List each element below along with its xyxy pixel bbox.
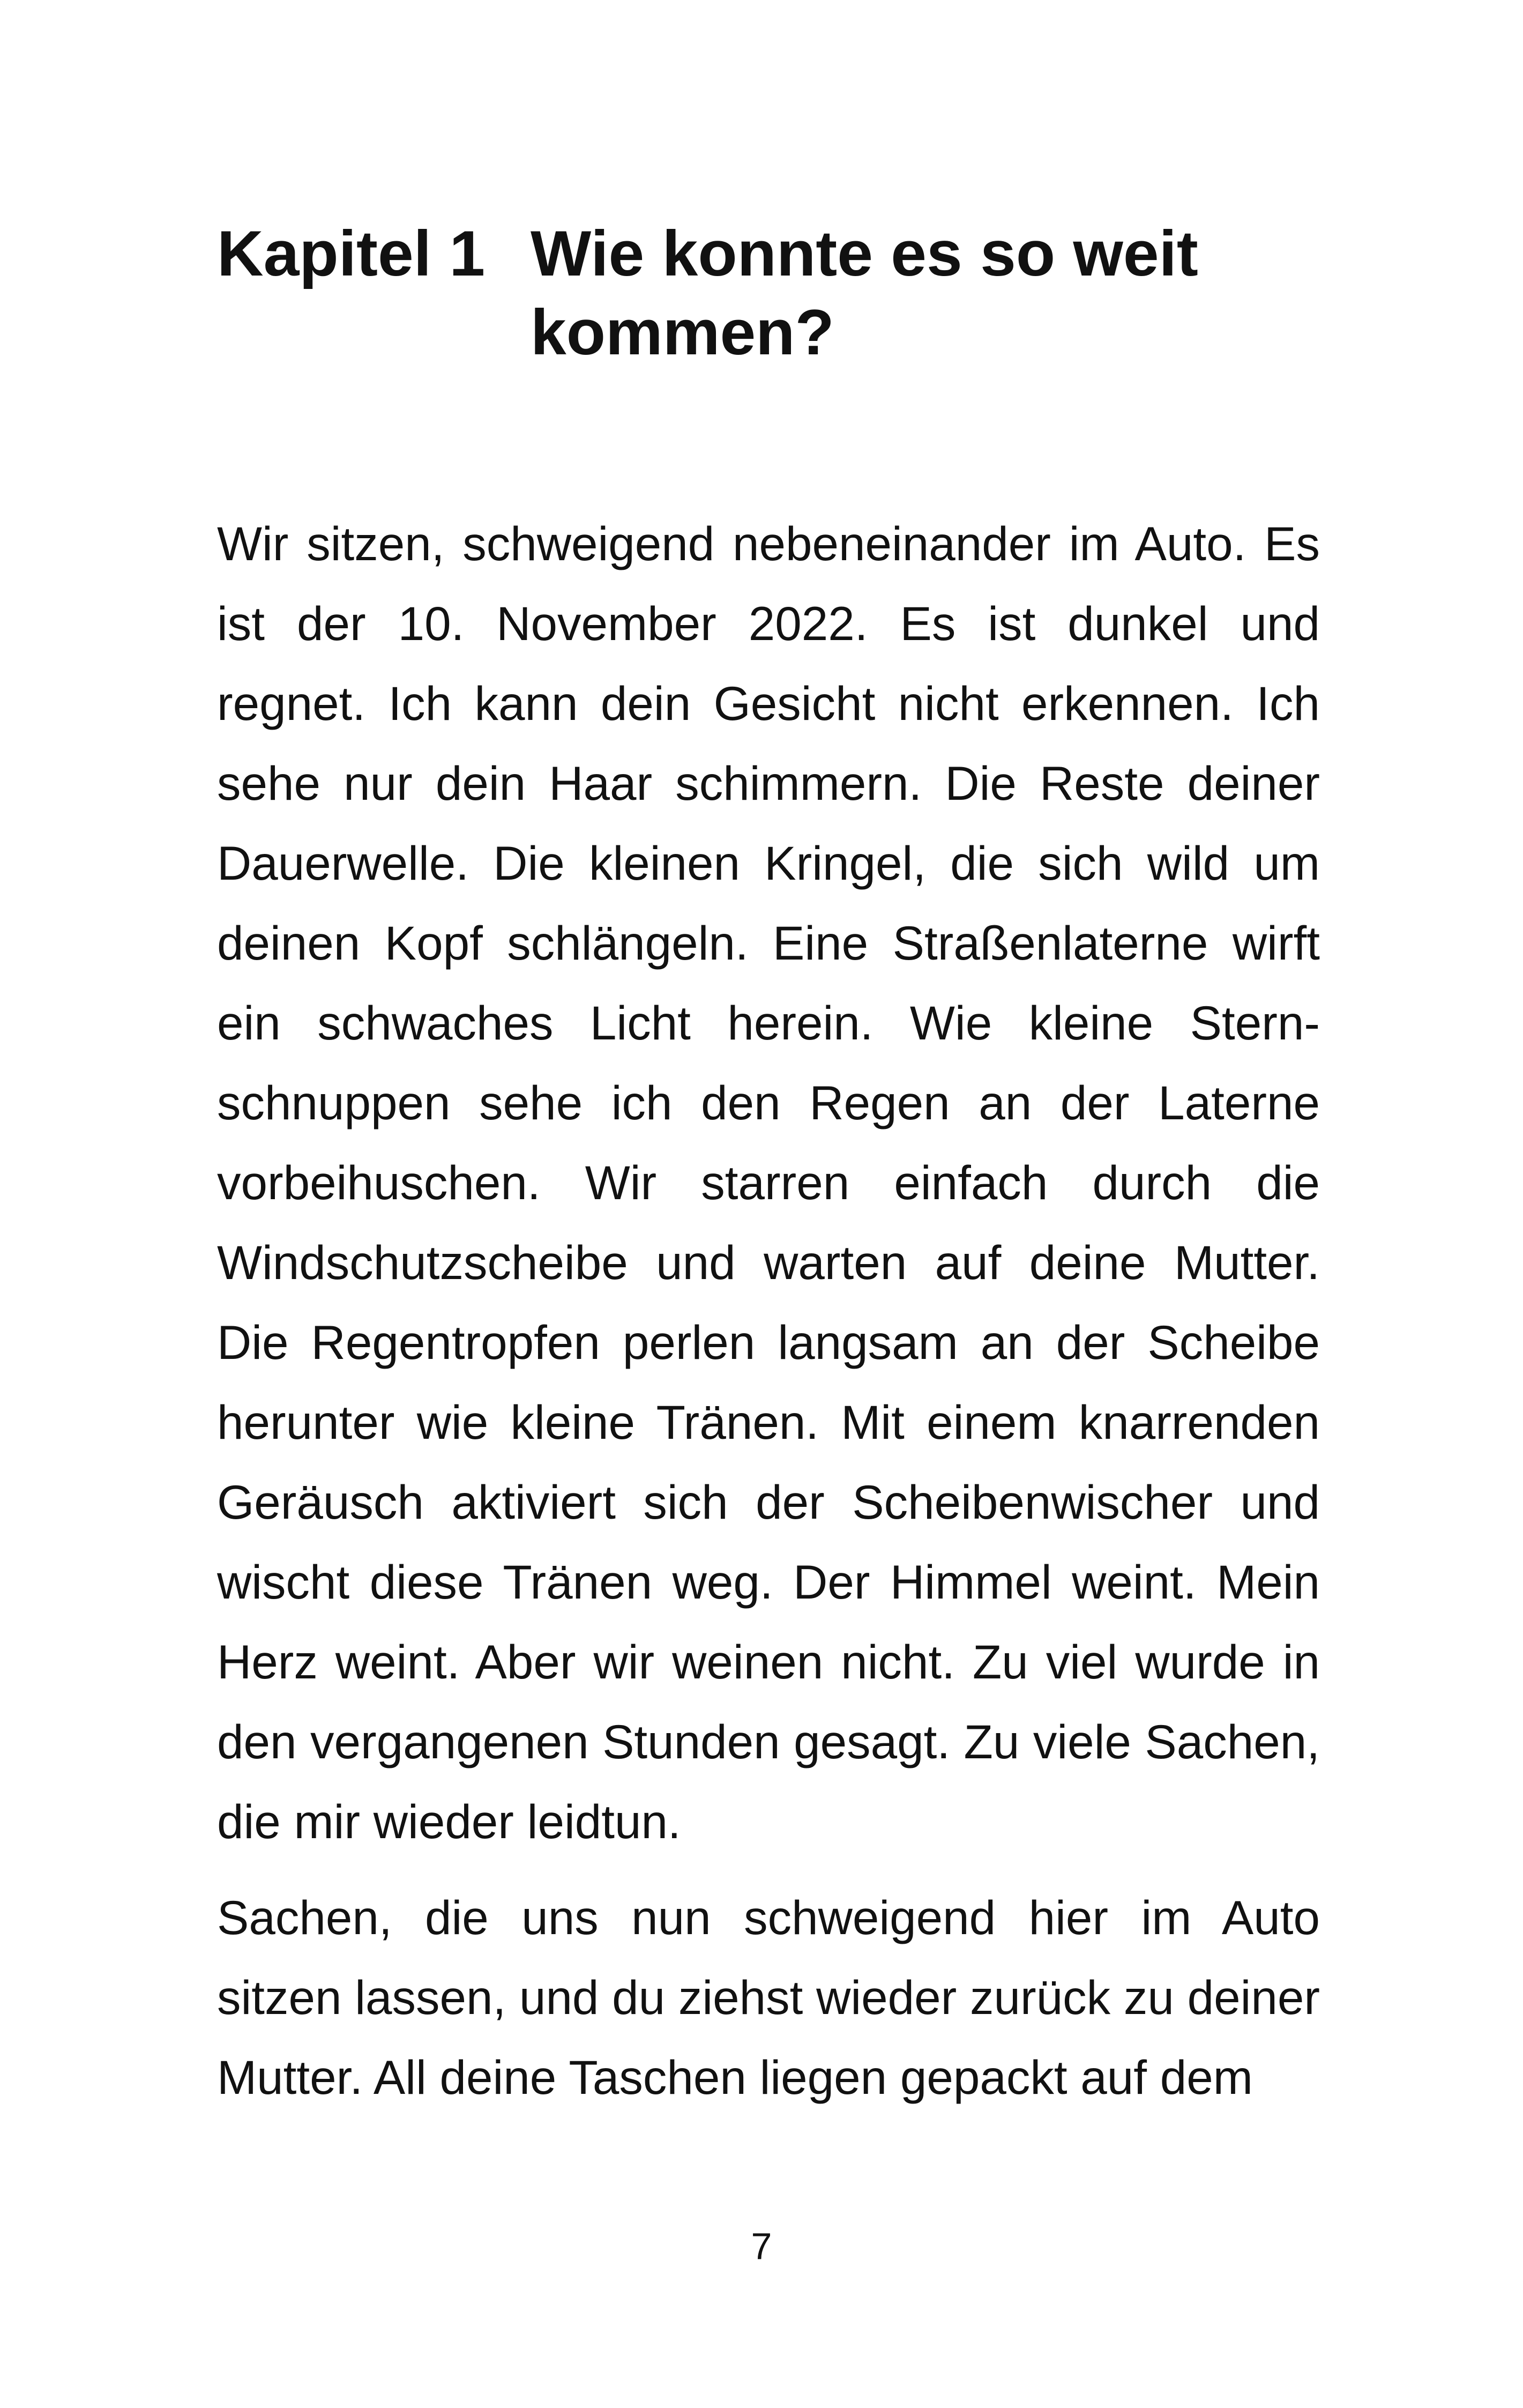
chapter-title: Wie konnte es so weit kommen?: [531, 218, 1198, 368]
chapter-heading: [217, 214, 1326, 372]
paragraph-1: Wir sitzen, schweigend nebeneinander im Auto. Es ist der 10. November 2022. Es ist dunkel und regnet. Ich kann dein Gesicht nicht erkennen. Ich sehe nur dein Haar schimmern. Die Reste deiner Dauerwelle. Die kleinen Kringel, die sich wild um deinen Kopf schlängeln. Eine Straßenlaterne wirft ein schwaches Licht herein. Wie kleine Sternschnuppen sehe ich den Regen an der Laterne vorbeihuschen. Wir starren einfach durch die Windschutzscheibe und warten auf deine Mutter. Die Regentropfen perlen langsam an der Scheibe herunter wie kleine Tränen. Mit einem knarrenden Geräusch aktiviert sich der Scheibenwischer und wischt diese Tränen weg. Der Himmel weint. Mein Herz weint. Aber wir weinen nicht. Zu viel wurde in den vergangenen Stunden gesagt. Zu viele Sachen, die mir wieder leidtun.: [217, 517, 1320, 1848]
body-text: [217, 504, 1320, 2134]
paragraph-2: Sachen, die uns nun schweigend hier im Auto sitzen lassen, und du ziehst wieder zurück zu deiner Mutter. All deine Taschen liegen gepackt auf dem: [217, 1891, 1320, 2104]
chapter-label: Kapitel 1: [217, 218, 486, 289]
page-number: 7: [751, 2225, 772, 2267]
